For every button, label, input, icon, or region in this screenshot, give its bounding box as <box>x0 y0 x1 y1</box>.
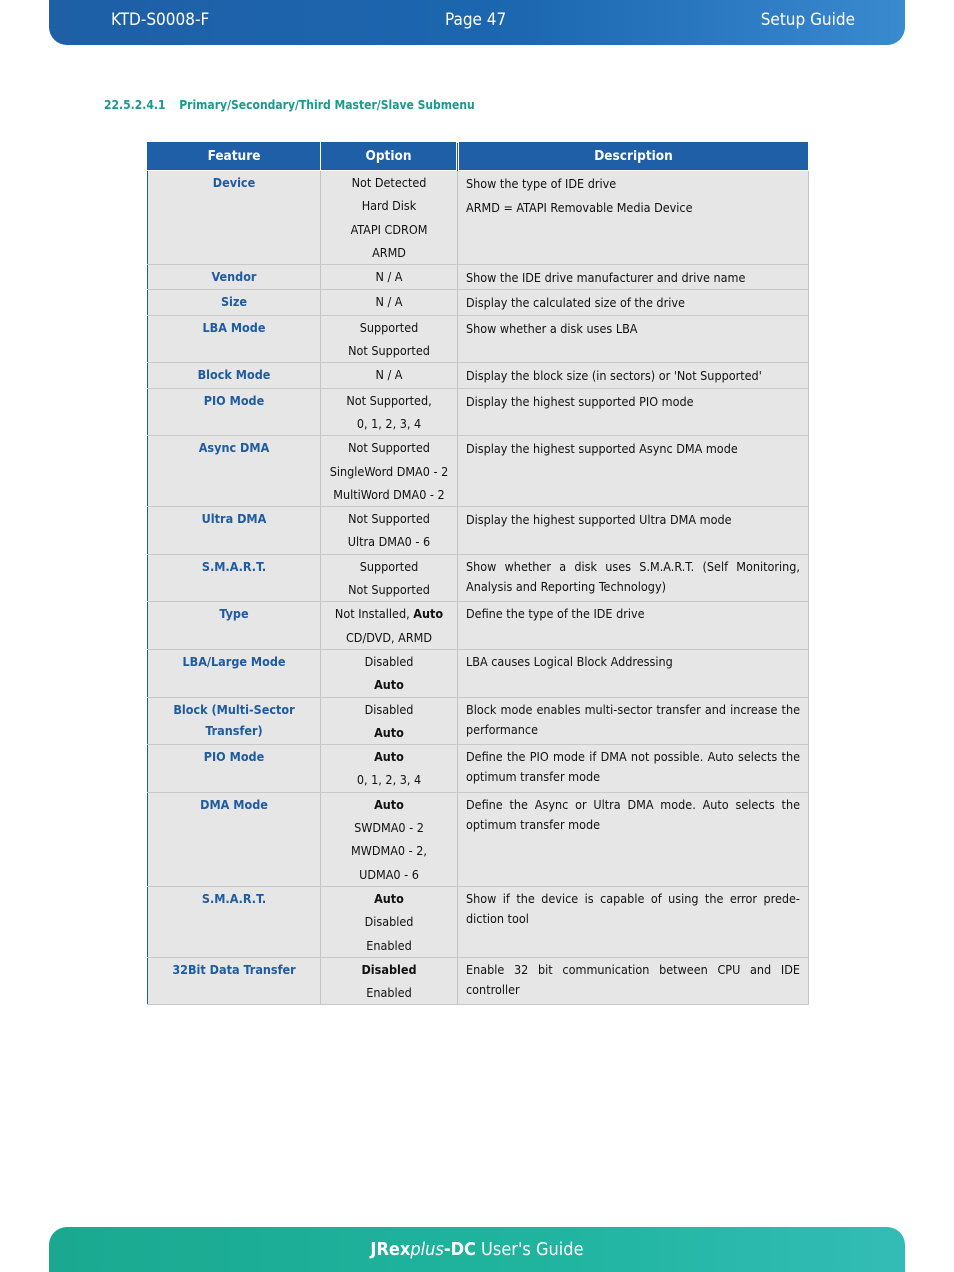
table-row <box>148 363 809 388</box>
feature-cell: PIO Mode <box>148 388 321 436</box>
feature-cell: LBA/Large Mode <box>148 649 321 697</box>
footer-rest: User's Guide <box>475 1239 584 1260</box>
feature-cell: S.M.A.R.T. <box>148 886 321 957</box>
description-cell: Define the type of the IDE drive <box>458 602 809 650</box>
description-cell: Define the PIO mode if DMA not possible. Auto selects the optimum transfer mode <box>458 745 809 793</box>
table-row <box>148 388 809 436</box>
table-row <box>148 649 809 697</box>
table-row <box>148 792 809 886</box>
description-cell: Display the block size (in sectors) or 'Not Supported' <box>458 363 809 388</box>
table-row <box>148 290 809 315</box>
option-cell: Not Installed, Auto CD/DVD, ARMD <box>321 602 458 650</box>
description-cell: Show if the device is capable of using the error prede-diction tool <box>458 886 809 957</box>
description-cell: Show whether a disk uses S.M.A.R.T. (Self Monitoring, Analysis and Reporting Technology) <box>458 554 809 602</box>
option-cell: Supported Not Supported <box>321 554 458 602</box>
table-header-row <box>148 143 809 171</box>
section-number: 22.5.2.4.1 <box>104 98 166 112</box>
table-row <box>148 554 809 602</box>
description-cell: Show the IDE drive manufacturer and drive name <box>458 265 809 290</box>
table-row <box>148 957 809 1005</box>
table-row <box>148 745 809 793</box>
option-cell: N / A <box>321 363 458 388</box>
description-cell: Block mode enables multi-sector transfer and increase the performance <box>458 697 809 745</box>
footer-title <box>49 1239 905 1260</box>
description-cell: Show whether a disk uses LBA <box>458 315 809 363</box>
section-title: Primary/Secondary/Third Master/Slave Submenu <box>179 98 475 112</box>
table-row <box>148 315 809 363</box>
description-cell: Show the type of IDE drive ARMD = ATAPI Removable Media Device <box>458 171 809 265</box>
table-row <box>148 265 809 290</box>
table-row <box>148 602 809 650</box>
description-cell: LBA causes Logical Block Addressing <box>458 649 809 697</box>
feature-cell: PIO Mode <box>148 745 321 793</box>
description-cell: Define the Async or Ultra DMA mode. Auto selects the optimum transfer mode <box>458 792 809 886</box>
brand-name: JRex <box>370 1239 411 1260</box>
page-number: Page 47 <box>445 10 507 30</box>
submenu-table <box>147 142 809 1005</box>
description-cell: Display the highest supported PIO mode <box>458 388 809 436</box>
option-cell: N / A <box>321 265 458 290</box>
table-row <box>148 507 809 555</box>
feature-cell: 32Bit Data Transfer <box>148 957 321 1005</box>
option-cell: Not Supported SingleWord DMA0 - 2 MultiWord DMA0 - 2 <box>321 436 458 507</box>
description-cell: Enable 32 bit communication between CPU and IDE controller <box>458 957 809 1005</box>
feature-cell: Async DMA <box>148 436 321 507</box>
header-description: Description <box>458 143 809 171</box>
header-option: Option <box>321 143 458 171</box>
table-row <box>148 697 809 745</box>
brand-suffix: -DC <box>443 1239 476 1260</box>
page-header <box>49 0 905 45</box>
feature-cell: Size <box>148 290 321 315</box>
feature-cell: Ultra DMA <box>148 507 321 555</box>
document-id: KTD-S0008-F <box>111 10 210 30</box>
option-cell: Supported Not Supported <box>321 315 458 363</box>
header-feature: Feature <box>148 143 321 171</box>
table-row <box>148 886 809 957</box>
feature-cell: Block (Multi-Sector Transfer) <box>148 697 321 745</box>
option-cell: Disabled Auto <box>321 649 458 697</box>
option-cell: Auto Disabled Enabled <box>321 886 458 957</box>
description-cell: Display the highest supported Ultra DMA mode <box>458 507 809 555</box>
option-cell: Disabled Auto <box>321 697 458 745</box>
feature-cell: LBA Mode <box>148 315 321 363</box>
option-cell: Auto SWDMA0 - 2 MWDMA0 - 2, UDMA0 - 6 <box>321 792 458 886</box>
option-cell: Auto 0, 1, 2, 3, 4 <box>321 745 458 793</box>
option-cell: Not Supported Ultra DMA0 - 6 <box>321 507 458 555</box>
option-cell: N / A <box>321 290 458 315</box>
feature-cell: Vendor <box>148 265 321 290</box>
feature-cell: DMA Mode <box>148 792 321 886</box>
feature-cell: Block Mode <box>148 363 321 388</box>
table-row <box>148 171 809 265</box>
option-cell: Not Detected Hard Disk ATAPI CDROM ARMD <box>321 171 458 265</box>
option-cell: Not Supported, 0, 1, 2, 3, 4 <box>321 388 458 436</box>
feature-cell: Type <box>148 602 321 650</box>
description-cell: Display the calculated size of the drive <box>458 290 809 315</box>
brand-plus: plus <box>410 1239 444 1260</box>
section-heading <box>104 98 475 112</box>
description-cell: Display the highest supported Async DMA mode <box>458 436 809 507</box>
table-row <box>148 436 809 507</box>
page-footer <box>49 1227 905 1272</box>
feature-cell: Device <box>148 171 321 265</box>
guide-title: Setup Guide <box>760 10 855 30</box>
option-cell: Disabled Enabled <box>321 957 458 1005</box>
feature-cell: S.M.A.R.T. <box>148 554 321 602</box>
